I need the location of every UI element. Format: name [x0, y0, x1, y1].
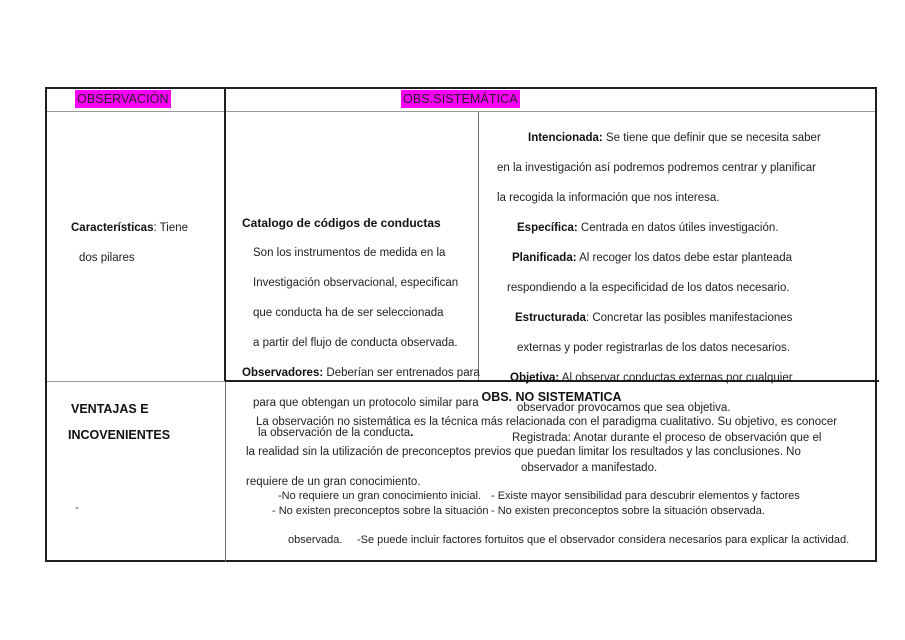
- caracteristicas-line-1-rest: : Tiene: [153, 222, 189, 234]
- caracteristicas-line-1: [71, 222, 188, 235]
- ventajas-title-line-1: VENTAJAS E: [71, 402, 149, 416]
- intencionada-line-2: en la investigación así podremos podremos centrar y planificar: [497, 162, 816, 174]
- caracteristicas-text-block: [71, 222, 188, 282]
- planificada-line-1: [485, 252, 821, 265]
- observadores-label: Observadores:: [242, 367, 324, 379]
- header-label-obs-sistematica: OBS.SISTEMÁTICA: [403, 92, 518, 106]
- caracteristicas-label: Características: [71, 222, 154, 234]
- estructurada-line-2: externas y poder registrarlas de los datos necesarios.: [517, 342, 790, 354]
- bullet-right-1: - Existe mayor sensibilidad para descubrir elementos y factores: [491, 490, 800, 502]
- caracteristicas-line-2: dos pilares: [79, 252, 135, 264]
- catalogo-title: Catalogo de códigos de conductas: [242, 216, 441, 230]
- cell-catalogo-codigos: [226, 112, 480, 439]
- catalogo-line-4: a partir del flujo de conducta observada.: [253, 337, 458, 349]
- registrada-line-1: Registrada: Anotar durante el proceso de observación que el: [512, 432, 822, 444]
- observadores-line-2: para que obtengan un protocolo similar para: [253, 397, 479, 409]
- catalogo-line-3: que conducta ha de ser seleccionada: [253, 307, 444, 319]
- intencionada-label: Intencionada:: [528, 132, 603, 144]
- especifica-line-1-rest: Centrada en datos útiles investigación.: [577, 222, 779, 234]
- no-sistematica-para-line-1: La observación no sistemática es la técnica más relacionada con el paradigma cualitativo. Su objetivo, es conocer: [256, 416, 838, 428]
- ventajas-title-line-2: INCOVENIENTES: [68, 428, 171, 442]
- bullet-left-2: - No existen preconceptos sobre la situación: [272, 505, 489, 517]
- bullet-left-1: -No requiere un gran conocimiento inicial.: [278, 490, 481, 502]
- planificada-line-1-rest: Al recoger los datos debe estar planteada: [576, 252, 793, 264]
- especifica-line-1: [485, 222, 821, 235]
- bullet-left-3: observada.: [288, 534, 343, 546]
- no-sistematica-para-line-3: requiere de un gran conocimiento.: [246, 476, 421, 488]
- estructurada-line-1: [485, 312, 821, 325]
- ventajas-title: [68, 396, 171, 448]
- planificada-label: Planificada:: [512, 252, 577, 264]
- intencionada-line-1-rest: Se tiene que definir que se necesita saber: [602, 132, 821, 144]
- table-header-row: [47, 89, 875, 112]
- registrada-line-2: observador a manifestado.: [521, 462, 658, 474]
- intencionada-line-1: [485, 132, 821, 145]
- cell-ventajas-inconvenientes: [47, 382, 225, 562]
- planificada-line-2: respondiendo a la especificidad de los datos necesario.: [507, 282, 790, 294]
- bullet-right-2: - No existen preconceptos sobre la situación observada.: [491, 505, 765, 517]
- obs-no-sistematica-title: OBS. NO SISTEMATICA: [481, 390, 622, 404]
- cell-caracteristicas: [47, 112, 224, 380]
- objetiva-line-1-rest: Al observar conductas externas por cualquier: [559, 372, 793, 384]
- bullet-bottom: -Se puede incluir factores fortuitos que el observador considera necesarios para explicar la actividad.: [357, 534, 850, 546]
- intencionada-line-3: la recogida la información que nos interesa.: [497, 192, 720, 204]
- catalogo-line-2: Investigación observacional, especifican: [253, 277, 459, 289]
- observadores-line-1-rest: Deberían ser entrenados para: [323, 367, 480, 379]
- cell-obs-no-sistematica: [226, 382, 877, 562]
- no-sistematica-para-line-2: la realidad sin la utilización de preconceptos previos que puedan limitar los resultados y las conclusiones. No: [246, 446, 801, 458]
- objetiva-line-2: observador provocamos que sea objetiva.: [517, 402, 731, 414]
- estructurada-line-1-rest: : Concretar las posibles manifestaciones: [585, 312, 793, 324]
- objetiva-label: Objetiva:: [510, 372, 560, 384]
- ventajas-dash-marker: -: [75, 502, 79, 514]
- observadores-line-3-period: .: [410, 427, 414, 439]
- comparison-table: [45, 87, 877, 562]
- especifica-label: Específica:: [517, 222, 578, 234]
- observadores-line-3-text: la observación de la conducta: [258, 427, 411, 439]
- observadores-line-1: [242, 367, 480, 380]
- estructurada-label: Estructurada: [515, 312, 586, 324]
- header-label-observacion: OBSERVACIÓN: [77, 92, 169, 106]
- catalogo-line-1: Son los instrumentos de medida en la: [253, 247, 446, 259]
